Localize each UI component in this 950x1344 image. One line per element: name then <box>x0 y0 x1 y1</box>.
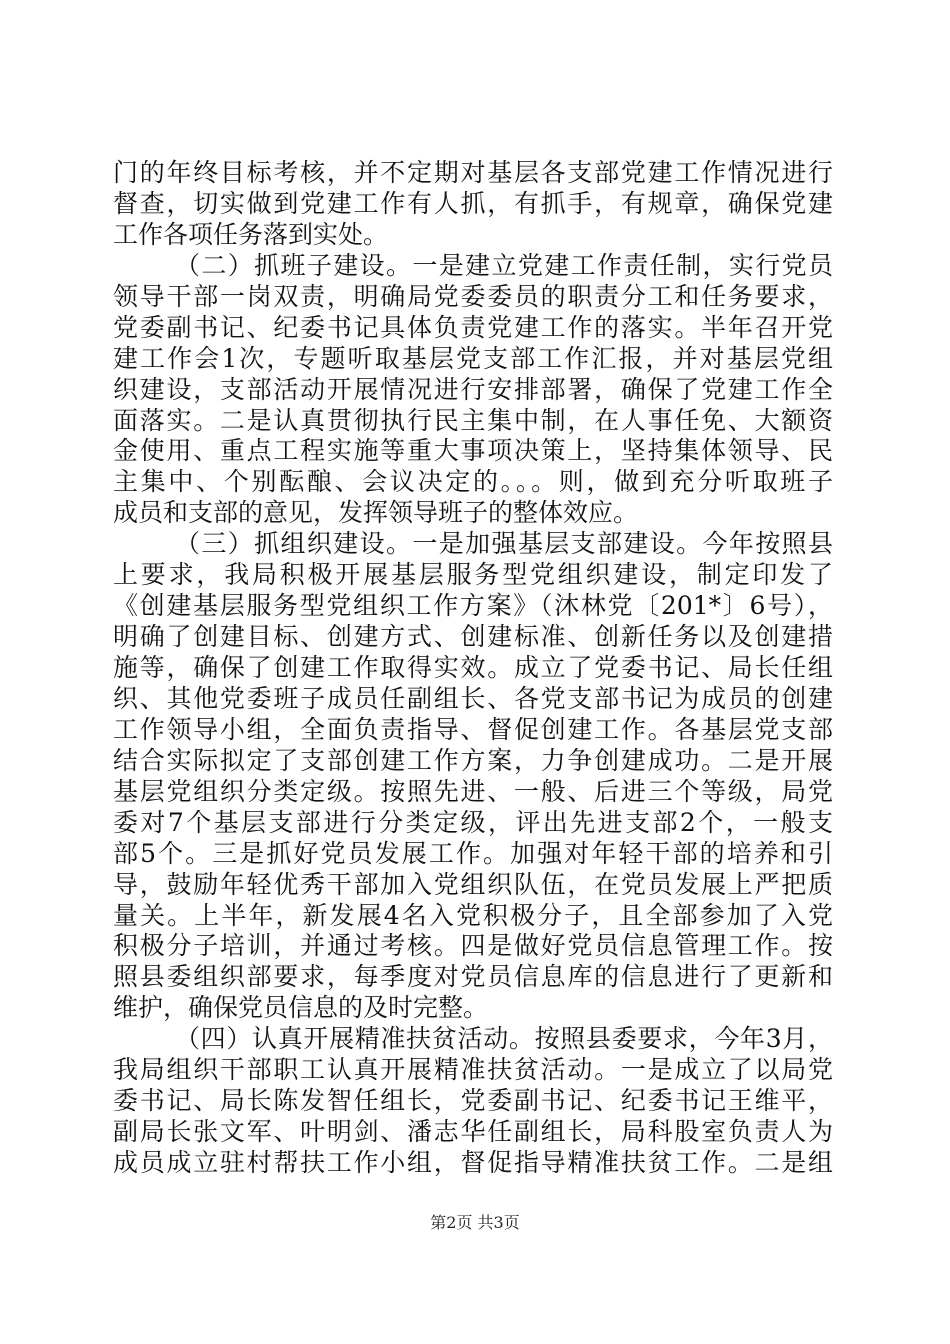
body-text-line: 领导干部一岗双责，明确局党委委员的职责分工和任务要求， <box>113 281 833 311</box>
body-text-line: 明确了创建目标、创建方式、创建标准、创新任务以及创建措 <box>113 622 833 652</box>
body-text-line: 我局组织干部职工认真开展精准扶贫活动。一是成立了以局党 <box>113 1055 833 1085</box>
body-text-line: 面落实。二是认真贯彻执行民主集中制，在人事任免、大额资 <box>113 405 833 435</box>
body-text-line: 主集中、个别酝酿、会议决定的。。。则，做到充分听取班子 <box>113 467 833 497</box>
paragraph-start-line: （二）抓班子建设。一是建立党建工作责任制，实行党员 <box>175 250 833 280</box>
body-text-line: 结合实际拟定了支部创建工作方案，力争创建成功。二是开展 <box>113 745 833 775</box>
body-text-line: 织建设，支部活动开展情况进行安排部署，确保了党建工作全 <box>113 374 833 404</box>
body-text-line: 成员和支部的意见，发挥领导班子的整体效应。 <box>113 498 639 528</box>
body-text-line: 量关。上半年，新发展4名入党积极分子，且全部参加了入党 <box>113 900 833 930</box>
body-text-line: 维护，确保党员信息的及时完整。 <box>113 993 489 1023</box>
body-text-line: 《创建基层服务型党组织工作方案》（沐林党〔201*〕6号）， <box>113 591 833 621</box>
body-text-line: 部5个。三是抓好党员发展工作。加强对年轻干部的培养和引 <box>113 838 833 868</box>
body-text-line: 副局长张文军、叶明剑、潘志华任副组长，局科股室负责人为 <box>113 1117 833 1147</box>
paragraph-start-line: （四）认真开展精准扶贫活动。按照县委要求，今年3月， <box>175 1024 833 1054</box>
body-text-line: 成员成立驻村帮扶工作小组，督促指导精准扶贫工作。二是组 <box>113 1148 833 1178</box>
paragraph-start-line: （三）抓组织建设。一是加强基层支部建设。今年按照县 <box>175 529 833 559</box>
body-text-line: 门的年终目标考核，并不定期对基层各支部党建工作情况进行 <box>113 158 833 187</box>
body-text-line: 积极分子培训，并通过考核。四是做好党员信息管理工作。按 <box>113 931 833 961</box>
body-text-line: 委对7个基层支部进行分类定级，评出先进支部2个，一般支 <box>113 807 833 837</box>
body-text-line: 照县委组织部要求，每季度对党员信息库的信息进行了更新和 <box>113 962 833 992</box>
body-text-line: 委书记、局长陈发智任组长，党委副书记、纪委书记王维平， <box>113 1086 833 1116</box>
body-text-line: 工作各项任务落到实处。 <box>113 219 389 249</box>
body-text-line: 督查，切实做到党建工作有人抓，有抓手，有规章，确保党建 <box>113 188 833 218</box>
page-footer: 第2页 共3页 <box>430 1213 520 1232</box>
body-text-line: 织、其他党委班子成员任副组长、各党支部书记为成员的创建 <box>113 683 833 713</box>
body-text-line: 上要求，我局积极开展基层服务型党组织建设，制定印发了 <box>113 560 833 590</box>
body-text-line: 施等，确保了创建工作取得实效。成立了党委书记、局长任组 <box>113 653 833 683</box>
body-text-line: 党委副书记、纪委书记具体负责党建工作的落实。半年召开党 <box>113 312 833 342</box>
body-text-line: 金使用、重点工程实施等重大事项决策上，坚持集体领导、民 <box>113 436 833 466</box>
body-text-line: 工作领导小组，全面负责指导、督促创建工作。各基层党支部 <box>113 714 833 744</box>
body-text-line: 建工作会1次，专题听取基层党支部工作汇报，并对基层党组 <box>113 343 833 373</box>
body-text-line: 基层党组织分类定级。按照先进、一般、后进三个等级，局党 <box>113 776 833 806</box>
body-text-line: 导，鼓励年轻优秀干部加入党组织队伍，在党员发展上严把质 <box>113 869 833 899</box>
